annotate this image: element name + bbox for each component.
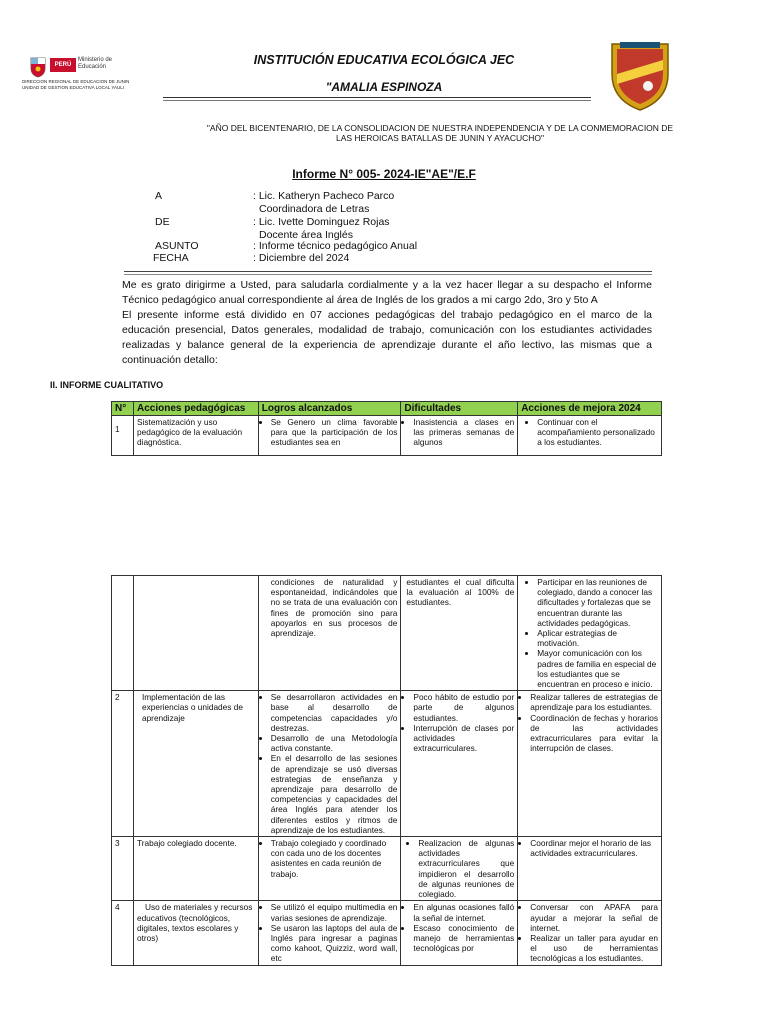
dre-line-1: DIRECCION REGIONAL DE EDUCACION DE JUNIN	[22, 79, 130, 84]
meta-label-a: A	[155, 190, 163, 202]
dificultad-cell	[401, 901, 518, 965]
list-item: • Se desarrollaron actividades en base al desarrollo de competencias capacidades y/o destrezas.	[271, 692, 398, 733]
list-item: • Coordinación de fechas y horarios de las actividades extracurriculares para evitar la interrupción de clases.	[530, 713, 658, 754]
list-item: • Aplicar estrategias de motivación.	[537, 628, 658, 648]
list-item: • Escaso conocimiento de manejo de herramientas tecnológicas por	[413, 923, 514, 954]
list-item: • Se Genero un clima favorable para que la participación de los estudiantes sea en	[271, 417, 398, 448]
logro-cell	[258, 837, 401, 901]
meta-value-asunto: : Informe técnico pedagógico Anual	[253, 240, 418, 252]
header-rule	[163, 97, 591, 98]
dre-line-2: UNIDAD DE GESTION EDUCATIVA LOCAL YAULI	[22, 84, 125, 90]
list-item: • Se utilizó el equipo multimedia en varias sesiones de aprendizaje.	[271, 902, 398, 922]
list-item: • Continuar con el acompañamiento personalizado a los estudiantes.	[537, 417, 658, 448]
list-item: • Desarrollo de una Metodología activa constante.	[271, 733, 398, 753]
peru-label: PERÚ	[50, 58, 76, 72]
header-acciones: Acciones pedagógicas	[133, 402, 258, 416]
accion-cell	[133, 576, 258, 691]
logro-cell	[258, 901, 401, 965]
list-item: • Coordinar mejor el horario de las actividades extracurriculares.	[530, 838, 658, 858]
table-row	[112, 837, 662, 901]
row-number	[112, 576, 134, 691]
list-item: • Realizar un taller para ayudar en el uso de herramientas tecnológicas a los estudiantes.	[530, 933, 658, 964]
mejora-cell	[518, 837, 662, 901]
mejora-cell	[518, 576, 662, 691]
qualitative-table-part-1	[111, 401, 662, 456]
list-item: • Se usaron las laptops del aula de Inglés para ingresar a paginas como kahoot, Quizziz, word wall, etc	[271, 923, 398, 964]
list-item: • Poco hábito de estudio por parte de algunos estudiantes.	[413, 692, 514, 723]
school-name: "AMALIA ESPINOZA	[325, 80, 443, 94]
list-item: • Participar en las reuniones de colegiado, dando a conocer las dificultades y fortalezas que se encuentran durante las actividades pedagógicas.	[537, 577, 658, 628]
table-row	[112, 901, 662, 965]
table-row	[112, 416, 662, 456]
meta-value-de: : Lic. Ivette Dominguez Rojas	[253, 216, 390, 228]
row-number: 1	[112, 416, 134, 456]
row-number: 2	[112, 691, 134, 837]
dificultad-cell	[401, 416, 518, 456]
header-mejora: Acciones de mejora 2024	[518, 402, 662, 416]
meta-label-asunto: ASUNTO	[155, 240, 199, 252]
dificultad-cell	[401, 691, 518, 837]
mejora-cell	[518, 901, 662, 965]
list-item: • Conversar con APAFA para ayudar a mejorar la señal de internet.	[530, 902, 658, 933]
mejora-cell	[518, 416, 662, 456]
dificultad-cell	[401, 837, 518, 901]
institution-title: INSTITUCIÓN EDUCATIVA ECOLÓGICA JEC	[253, 53, 515, 67]
meta-label-fecha: FECHA	[153, 252, 189, 264]
meta-rule	[124, 271, 652, 272]
accion-cell: Trabajo colegiado docente.	[133, 837, 258, 901]
meta-value-de-role: Docente área Inglés	[259, 229, 353, 241]
accion-line-1: Uso de materiales y recursos	[144, 902, 253, 913]
list-item: • Inasistencia a clases en las primeras semanas de algunos	[413, 417, 514, 448]
row-number: 4	[112, 901, 134, 965]
header-n: N°	[112, 402, 134, 416]
intro-paragraph-2: El presente informe está dividido en 07 acciones pedagógicas del trabajo pedagógico en el marco de la educación presencial, Datos generales, modalidad de trabajo, comunicación con los estudiantes actividades realizadas y balance general de la experiencia de aprendizaje durante el año lectivo, las mismas que a continuación detallo:	[122, 309, 652, 366]
accion-cell	[133, 901, 258, 965]
list-item: • En algunas ocasiones falló la señal de internet.	[413, 902, 514, 922]
mejora-cell	[518, 691, 662, 837]
accion-cell: Sistematización y uso pedagógico de la evaluación diagnóstica.	[133, 416, 258, 456]
meta-label-de: DE	[155, 216, 170, 228]
list-item: • En el desarrollo de las sesiones de aprendizaje se usó diversas estrategias de enseñanza y aprendizaje para desarrollo de competencias y capacidades del área Inglés para atender los diferentes estilos y ritmos de aprendizaje de los estudiantes.	[271, 753, 398, 835]
list-item: • Mayor comunicación con los padres de familia en especial de los estudiantes que se encuentran en proceso e inicio.	[537, 648, 658, 689]
meta-value-a: : Lic. Katheryn Pacheco Parco	[253, 190, 395, 202]
ministry-name: Ministerio de Educación	[78, 57, 113, 70]
accion-line-2: educativos (tecnológicos, digitales, textos escolares y otros)	[136, 912, 239, 943]
logro-cell	[258, 691, 401, 837]
table-row	[112, 691, 662, 837]
list-item: • Trabajo colegiado y coordinado con cada uno de los docentes asistentes en cada reunión de trabajo.	[271, 838, 398, 879]
report-title: Informe N° 005- 2024-IE"AE"/E.F	[292, 167, 476, 181]
accion-cell: Implementación de las experiencias o unidades de aprendizaje	[133, 691, 258, 837]
year-motto: "AÑO DEL BICENTENARIO, DE LA CONSOLIDACION DE NUESTRA INDEPENDENCIA Y DE LA CONMEMORACION DE LAS HEROICAS BATALLAS DE JUNIN Y AYACUCHO"	[206, 123, 674, 143]
meta-rule-thin	[124, 274, 652, 275]
header-logros: Logros alcanzados	[258, 402, 401, 416]
logro-cell: condiciones de naturalidad y espontaneidad, indicándoles que no se trata de una evaluación con fines de promoción sino para apoyarlos en sus procesos de aprendizaje.	[258, 576, 401, 691]
header-dificultades: Dificultades	[401, 402, 518, 416]
row-number: 3	[112, 837, 134, 901]
intro-paragraph-1: Me es grato dirigirme a Usted, para saludarla cordialmente y a la vez hacer llegar a su despacho el Informe Técnico pedagógico anual correspondiente al área de Inglés de los grados a mi cargo 2do, 3ro y 5to A	[122, 279, 652, 306]
table-row	[112, 576, 662, 691]
logro-cell	[258, 416, 401, 456]
list-item: • Realizacion de algunas actividades extracurriculares que impidieron el desarrollo de algunas reuniones de colegiado.	[418, 838, 514, 899]
qualitative-table-part-2	[111, 575, 662, 966]
list-item: • Realizar talleres de estrategias de aprendizaje para los estudiantes.	[530, 692, 658, 712]
section-title: II. INFORME CUALITATIVO	[50, 380, 164, 390]
list-item: • Interrupción de clases por actividades extracurriculares.	[413, 723, 514, 754]
meta-value-a-role: Coordinadora de Letras	[259, 203, 370, 215]
school-shield-logo	[608, 40, 672, 112]
dificultad-cell: estudiantes el cual dificulta la evaluación al 100% de estudiantes.	[401, 576, 518, 691]
header-rule-thin	[163, 100, 591, 101]
meta-value-fecha: : Diciembre del 2024	[253, 252, 350, 264]
intro-text	[122, 278, 652, 368]
